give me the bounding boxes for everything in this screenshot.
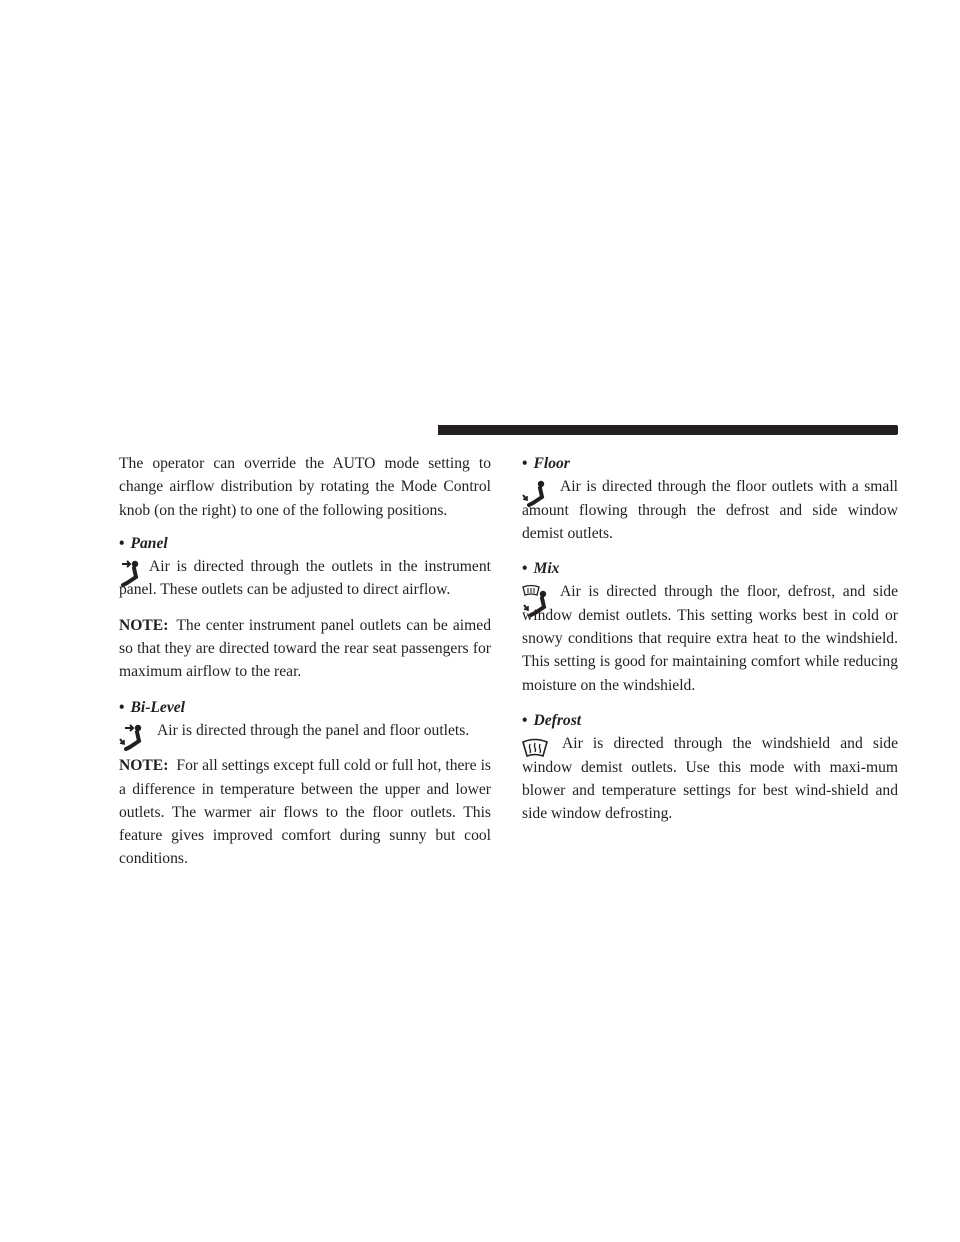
right-column [522,452,898,825]
note-temperature: NOTE: For all settings except full cold or full hot, there is a difference in temperature between the upper and lower outlets. The warmer air flows to the floor outlets. This feature gives improved comfort during sunny but cool conditions. [119,757,491,868]
intro-paragraph: The operator can override the AUTO mode setting to change airflow distribution by rotating the Mode Control knob (on the right) to one of the following positions. [119,455,491,519]
mode-title-bi-level: • Bi-Level [119,698,186,716]
mode-title-panel: • Panel [119,534,168,552]
bi-level-mode-icon [119,723,145,751]
left-column [119,452,491,871]
mode-title-mix: • Mix [522,560,560,578]
mode-entry-defrost: Air is directed through the windshield and side window demist outlets. Use this mode with maxi-mum blower and temperature settings for best wind-shield and side window defrosting. [522,735,898,823]
panel-mode-icon [119,559,141,587]
mode-title-floor: • Floor [522,455,570,472]
mix-mode-icon [522,584,550,618]
mode-entry-floor: Air is directed through the floor outlets with a small amount flowing through the defrost and side window demist outlets. [522,478,898,542]
note-outlets: NOTE: The center instrument panel outlets can be aimed so that they are directed toward the rear seat passengers for maximum airflow to the rear. [119,616,491,681]
header-rule [438,425,898,435]
mode-entry-panel: Air is directed through the outlets in the instrument panel. These outlets can be adjusted to direct airflow. [119,558,491,599]
floor-mode-icon [522,479,548,507]
defrost-mode-icon [522,738,548,760]
mode-title-defrost: • Defrost [522,711,582,729]
mode-entry-bi-level: Air is directed through the panel and floor outlets. [119,719,491,742]
mode-entry-mix: Air is directed through the floor, defrost, and side window demist outlets. This setting works best in cold or snowy conditions that require extra heat to the windshield. This setting is good for maintaining comfort while reducing moisture on the windshield. [522,583,898,694]
